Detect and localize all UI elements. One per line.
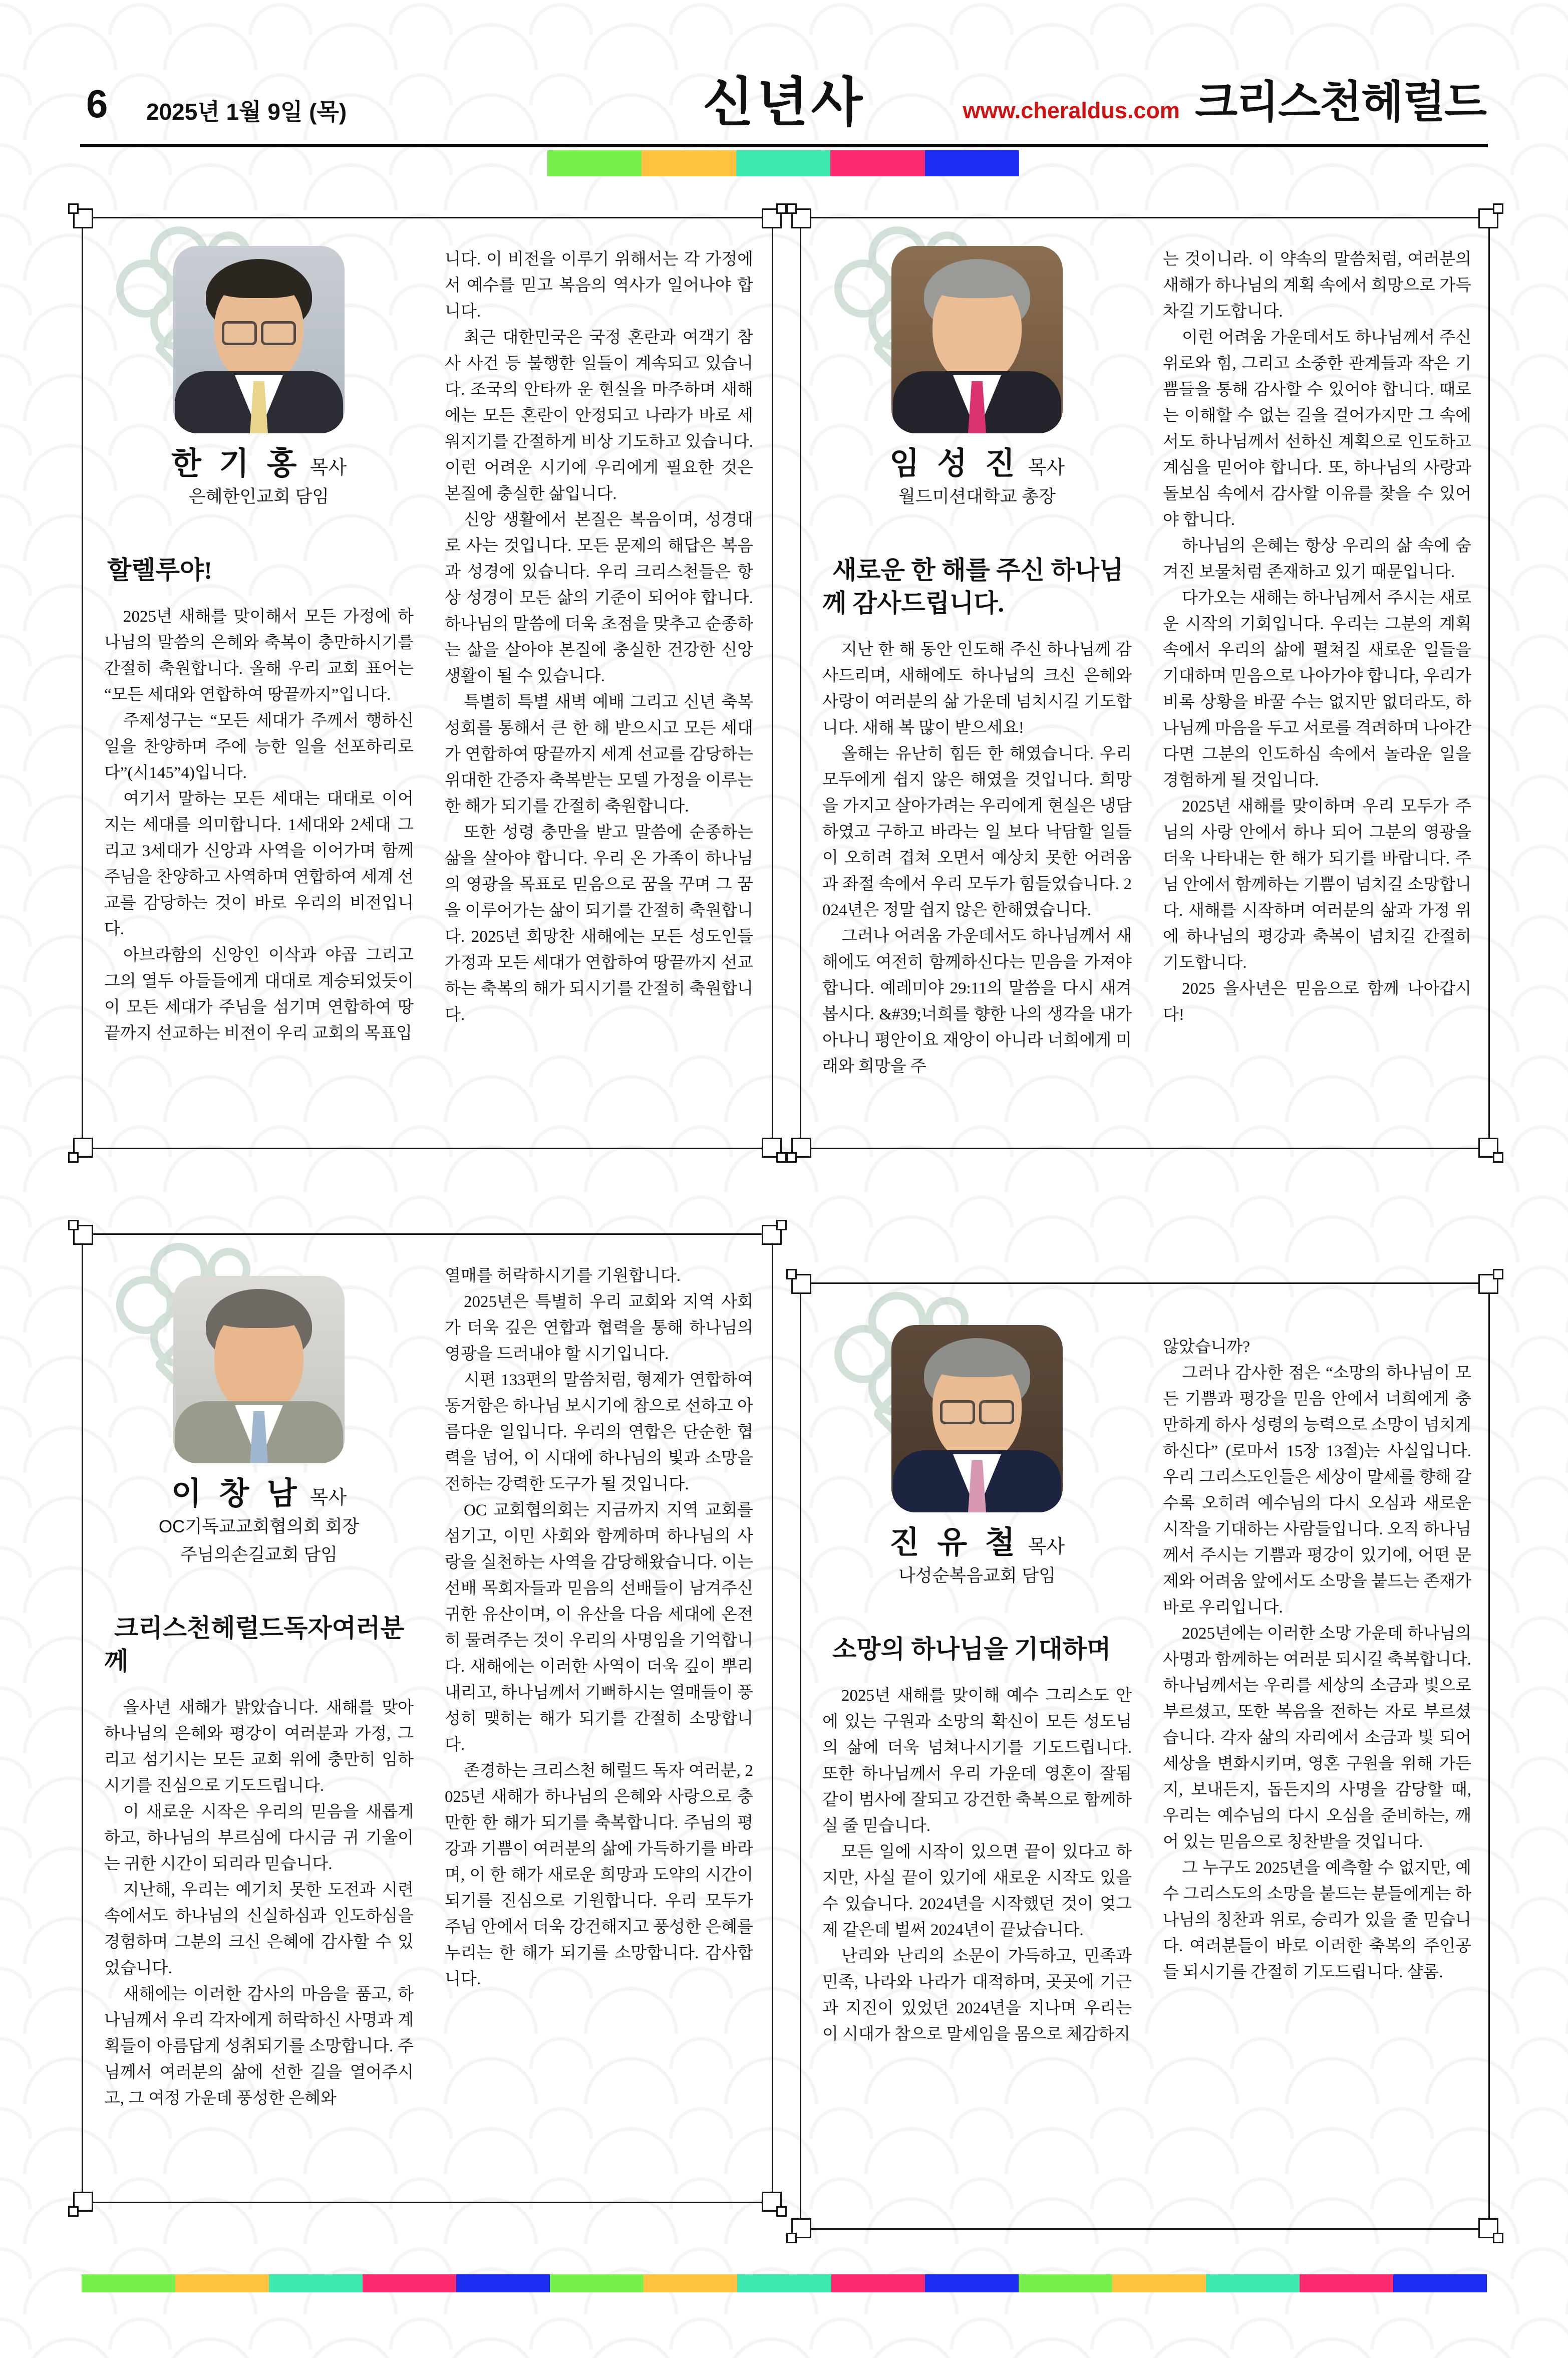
article-4 [800,1282,1490,2230]
color-block [1206,2274,1300,2292]
color-block [831,2274,925,2292]
color-block [456,2274,550,2292]
article-headline: 새로운 한 해를 주신 하나님께 감사드립니다. [822,556,1124,617]
paragraph: 여기서 말하는 모든 세대는 대대로 이어지는 세대를 의미합니다. 1세대와 2세대 그리고 3세대가 신앙과 사역을 이어가며 함께 주님을 찬양하고 사역하며 연합하여 세계 선교를 감당하는 것이 바로 우리의 비전입니다. [104,790,414,938]
photo-hair-fringe [212,1302,305,1328]
paragraph: 2025 을사년은 믿음으로 함께 나아갑시다! [1163,980,1471,1024]
paragraph: 시편 133편의 말씀처럼, 형제가 연합하여 동거함은 하나님 보시기에 참으로 선하고 아름다운 일입니다. 우리의 연합은 단순한 협력을 넘어, 이 시대에 하나님의 빛과 소망을 전하는 강력한 도구가 될 것입니다. [445,1371,753,1493]
article-column-1 [104,1695,414,2112]
paragraph: 그러나 감사한 점은 “소망의 하나님이 모든 기쁨과 평강을 믿음 안에서 너희에게 충만하게 하사 성령의 능력으로 소망이 넘치게 하신다” (로마서 15장 13절)는 사실입니다. 우리 그리스도인들은 세상이 말세를 향해 갈수록 오히려 예수님의 다시 오심과 새로운 시작을 기대하는 사람들입니다. 오직 하나님께서 주시는 기쁨과 평강이 있기에, 어떤 문제와 어려움 앞에서도 소망을 붙드는 존재가 바로 우리입니다. [1163,1364,1471,1617]
article-column-2 [1163,218,1471,1028]
article-column-2 [445,1235,753,1992]
paragraph: 그러나 어려움 가운데서도 하나님께서 새해에도 여전히 함께하신다는 믿음을 가져야 합니다. 예레미야 29:11의 말씀을 다시 새겨 봅시다. &#39;너희를 향한 나의 생각을 내가 아나니 평안이요 재앙이 아니라 너희에게 미래와 희망을 주 [822,927,1132,1076]
author-name-line [822,448,1132,479]
color-block [1112,2274,1206,2292]
frame-corner-ornament [762,2192,782,2212]
color-block [1393,2274,1487,2292]
author-name: 이 창 남 [171,1477,302,1511]
frame-corner-ornament [73,2192,93,2212]
author-name-line [104,448,414,479]
color-block [363,2274,456,2292]
color-block [82,2274,175,2292]
frame-corner-ornament [762,1138,782,1158]
paragraph: 지난해, 우리는 예기치 못한 도전과 시련 속에서도 하나님의 신실하심과 인도하심을 경험하며 그분의 크신 은혜에 감사할 수 있었습니다. [104,1881,414,1977]
author-affiliation: 은혜한인교회 담임 [188,487,330,506]
paragraph: 2025년은 특별히 우리 교회와 지역 사회가 더욱 깊은 연합과 협력을 통해 하나님의 영광을 드러내야 할 시기입니다. [445,1293,753,1363]
author-title: 목사 [1028,1536,1065,1557]
author-profile [104,1235,414,1565]
section-title: 신년사 [702,73,866,132]
paragraph: 2025년 새해를 맞이해 예수 그리스도 안에 있는 구원과 소망의 확신이 모든 성도님의 삶에 더욱 넘쳐나시기를 기도드립니다. 또한 하나님께서 우리 가운데 영혼이 잘됨 같이 범사에 잘되고 강건한 축복으로 함께하실 줄 믿습니다. [822,1687,1132,1835]
paragraph: 이 새로운 시작은 우리의 믿음을 새롭게 하고, 하나님의 부르심에 다시금 귀 기울이는 귀한 시간이 되리라 믿습니다. [104,1803,414,1873]
glasses-icon [937,1400,1017,1422]
pastor-photo [891,1325,1063,1512]
article-column-2 [1163,1284,1471,1985]
paragraph: 그 누구도 2025년을 예측할 수 없지만, 예수 그리스도의 소망을 붙드는 분들에게는 하나님의 칭찬과 위로, 승리가 있을 줄 믿습니다. 여러분들이 바로 이러한 축복의 주인공들 되시기를 간절히 기도드립니다. 샬롬. [1163,1859,1471,1981]
author-profile [104,218,414,507]
paragraph: 는 것이니라. 이 약속의 말씀처럼, 여러분의 새해가 하나님의 계획 속에서 희망으로 가득 차길 기도합니다. [1163,250,1471,321]
paragraph: 아브라함의 신앙인 이삭과 야곱 그리고 그의 열두 아들들에게 대대로 계승되었듯이 이 모든 세대가 주님을 섬기며 연합하여 땅끝까지 선교하는 비전이 우리 교회의 목표입 [104,946,414,1042]
paragraph: 2025년에는 이러한 소망 가운데 하나님의 사명과 함께하는 여러분 되시길 축복합니다. 하나님께서는 우리를 세상의 소금과 빛으로 부르셨고, 또한 복음을 전하는 자로 부르셨습니다. 각자 삶의 자리에서 소금과 빛 되어 세상을 변화시키며, 영혼 구원을 위해 가든지, 보내든지, 돕든지의 사명을 감당할 때, 우리는 예수님의 다시 오심을 준비하는, 깨어 있는 믿음으로 칭찬받을 것입니다. [1163,1625,1471,1851]
author-title: 목사 [309,457,347,478]
frame-corner-ornament [73,1138,93,1158]
frame-corner-ornament [762,208,782,228]
paragraph: 신앙 생활에서 본질은 복음이며, 성경대로 사는 것입니다. 모든 문제의 해답은 복음과 성경에 있습니다. 우리 크리스천들은 항상 성경이 모든 삶의 기준이 되어야 합니다. 하나님의 말씀에 더욱 초점을 맞추고 순종하는 삶을 살아야 본질에 충실한 건강한 신앙 생활이 될 수 있습니다. [445,511,753,685]
color-block [269,2274,363,2292]
paragraph: 2025년 새해를 맞이해서 모든 가정에 하나님의 말씀의 은혜와 축복이 충만하시기를 간절히 축원합니다. 올해 우리 교회 표어는 “모든 세대와 연합하여 땅끝까지”입니다. [104,608,414,704]
paragraph: 않았습니까? [1163,1338,1250,1356]
paragraph: 지난 한 해 동안 인도해 주신 하나님께 감사드리며, 새해에도 하나님의 크신 은혜와 사랑이 여러분의 삶 가운데 넘치시길 기도합니다. 새해 복 많이 받으세요! [822,641,1132,737]
author-title: 목사 [309,1487,347,1508]
article-column-1 [822,637,1132,1080]
frame-corner-ornament [73,208,93,228]
author-name: 한 기 홍 [171,447,302,481]
paragraph: 특별히 특별 새벽 예배 그리고 신년 축복성회를 통해서 큰 한 해 받으시고 모든 세대가 연합하여 땅끝까지 세계 선교를 감당하는 위대한 간증자 축복받는 모델 가정을 이루는 한 해가 되기를 간절히 축원합니다. [445,693,753,816]
color-block [1300,2274,1393,2292]
article-1 [82,217,773,1149]
color-block [547,150,642,176]
color-block [644,2274,737,2292]
color-block [737,2274,831,2292]
author-affiliation: OC기독교교회협의회 회장 [158,1517,360,1536]
pastor-photo [173,246,345,433]
frame-corner-ornament [762,1225,782,1245]
color-block [925,2274,1019,2292]
color-block [925,150,1019,176]
header-color-strip [547,150,1019,176]
author-name-line [822,1527,1132,1558]
color-block [1019,2274,1112,2292]
paragraph: 모든 일에 시작이 있으면 끝이 있다고 하지만, 사실 끝이 있기에 새로운 시작도 있을 수 있습니다. 2024년을 시작했던 것이 엊그제 같은데 벌써 2024년이 끝났습니다. [822,1843,1132,1939]
color-block [736,150,830,176]
color-block [175,2274,269,2292]
paragraph: 또한 성령 충만을 받고 말씀에 순종하는 삶을 살아야 합니다. 우리 온 가족이 하나님의 영광을 목표로 믿음으로 꿈을 꾸며 그 꿈을 이루어가는 삶이 되기를 간절히 축원합니다. 2025년 희망찬 새해에는 모든 성도인들 가정과 모든 세대가 연합하여 땅끝까지 선교하는 축복의 해가 되시기를 간절히 축원합니다. [445,824,753,1024]
website-link[interactable]: www.cheraldus.com [963,98,1180,124]
frame-corner-ornament [791,1274,811,1294]
paragraph: 다가오는 새해는 하나님께서 주시는 새로운 시작의 기회입니다. 우리는 그분의 계획 속에서 우리의 삶에 펼쳐질 새로운 일들을 기대하며 믿음으로 나아가야 합니다, 우리가 비록 상황을 바꿀 수는 없지만 없더라도, 하나님께 마음을 두고 서로를 격려하며 나아간다면 그분의 인도하심 속에서 놀라운 일을 경험하게 될 것입니다. [1163,589,1471,790]
frame-corner-ornament [1478,1138,1498,1158]
color-block [642,150,736,176]
article-column-2 [445,218,753,1028]
pastor-photo [173,1276,345,1463]
paragraph: 2025년 새해를 맞이하며 우리 모두가 주님의 사랑 안에서 하나 되어 그분의 영광을 더욱 나타내는 한 해가 되기를 바랍니다. 주님 안에서 함께하는 기쁨이 넘치길 소망합니다. 새해를 시작하며 여러분의 삶과 가정 위에 하나님의 평강과 축복이 넘치길 간절히 기도합니다. [1163,798,1471,972]
header-rule [80,144,1488,147]
glasses-icon [219,321,299,343]
frame-corner-ornament [791,1138,811,1158]
frame-corner-ornament [1478,208,1498,228]
article-headline: 크리스천헤럴드독자여러분께 [104,1614,405,1675]
paragraph: 존경하는 크리스천 헤럴드 독자 여러분, 2025년 새해가 하나님의 은혜와 사랑으로 충만한 한 해가 되기를 축복합니다. 주님의 평강과 기쁨이 여러분의 삶에 가득하기를 바라며, 이 한 해가 새로운 희망과 도약의 시간이 되기를 진심으로 기원합니다. 우리 모두가 주님 안에서 더욱 강건해지고 풍성한 은혜를 누리는 한 해가 되기를 소망합니다. 감사합니다. [445,1762,753,1988]
author-affiliation: 주님의손길교회 담임 [180,1545,338,1564]
frame-corner-ornament [791,208,811,228]
author-name: 진 유 철 [889,1526,1020,1560]
issue-date: 2025년 1월 9일 (목) [146,99,347,125]
color-block [550,2274,644,2292]
paragraph: 올해는 유난히 힘든 한 해였습니다. 우리 모두에게 쉽지 않은 해였을 것입니다. 희망을 가지고 살아가려는 우리에게 현실은 냉담하였고 구하고 바라는 일 보다 낙담할 일들이 오히려 겹쳐 오면서 예상치 못한 어려움과 좌절 속에서 우리 모두가 힘들었습니다. 2024년은 정말 쉽지 않은 한해였습니다. [822,745,1132,919]
pastor-photo [891,246,1063,433]
paragraph: 을사년 새해가 밝았습니다. 새해를 맞아 하나님의 은혜와 평강이 여러분과 가정, 그리고 섬기시는 모든 교회 위에 충만히 임하시기를 진심으로 기도드립니다. [104,1699,414,1795]
article-column-1 [822,1683,1132,2047]
masthead-logo: 크리스천헤럴드 [1194,77,1486,127]
frame-corner-ornament [791,2218,811,2238]
photo-hair-fringe [930,272,1024,298]
article-column-1 [104,604,414,1046]
paragraph: 열매를 허락하시기를 기원합니다. [445,1267,681,1285]
author-title: 목사 [1028,457,1065,478]
frame-corner-ornament [73,1225,93,1245]
article-2 [800,217,1490,1149]
photo-hair-fringe [212,272,305,298]
author-affiliation: 월드미션대학교 총장 [898,487,1056,506]
paragraph: 하나님의 은혜는 항상 우리의 삶 속에 숨겨진 보물처럼 존재하고 있기 때문입니다. [1163,537,1471,581]
author-profile [822,1284,1132,1587]
article-3 [82,1233,773,2203]
author-name-line [104,1478,414,1509]
paragraph: 주제성구는 “모든 세대가 주께서 행하신 일을 찬양하며 주에 능한 일을 선포하리로다”(시145”4)입니다. [104,712,414,782]
footer-color-strip [82,2274,1487,2292]
author-affiliation: 나성순복음교회 담임 [898,1566,1056,1586]
masthead-group [963,77,1486,127]
author-profile [822,218,1132,507]
photo-hair-fringe [930,1351,1024,1377]
page-number: 6 [86,82,108,126]
paragraph: 니다. 이 비전을 이루기 위해서는 각 가정에서 예수를 믿고 복음의 역사가 일어나야 합니다. [445,250,753,321]
article-headline: 할렐루야! [107,556,212,584]
paragraph: OC 교회협의회는 지금까지 지역 교회를 섬기고, 이민 사회와 함께하며 하나님의 사랑을 실천하는 사역을 감당해왔습니다. 이는 선배 목회자들과 믿음의 선배들이 남겨주신 귀한 유산이며, 이 유산을 다음 세대에 온전히 물려주는 것이 우리의 사명임을 기억합니다. 새해에는 이러한 사역이 더욱 깊이 뿌리내리고, 하나님께서 기뻐하시는 열매들이 풍성히 맺히는 해가 되기를 간절히 소망합니다. [445,1501,753,1754]
author-name: 임 성 진 [889,447,1020,481]
paragraph: 이런 어려움 가운데서도 하나님께서 주신 위로와 힘, 그리고 소중한 관계들과 작은 기쁨들을 통해 감사할 수 있어야 합니다. 때로는 이해할 수 없는 길을 걸어가지만 그 속에서도 하나님께서 선하신 계획으로 인도하고 계심을 믿어야 합니다. 또, 하나님의 사랑과 돌보심 속에서 감사할 이유를 찾을 수 있어야 합니다. [1163,329,1471,529]
paragraph: 난리와 난리의 소문이 가득하고, 민족과 민족, 나라와 나라가 대적하며, 곳곳에 기근과 지진이 있었던 2024년을 지나며 우리는 이 시대가 참으로 말세임을 몸으로 체감하지 [822,1947,1132,2043]
frame-corner-ornament [1478,2218,1498,2238]
paragraph: 새해에는 이러한 감사의 마음을 품고, 하나님께서 우리 각자에게 허락하신 사명과 계획들이 아름답게 성취되기를 소망합니다. 주님께서 여러분의 삶에 선한 길을 열어주시고, 그 여정 가운데 풍성한 은혜와 [104,1985,414,2108]
frame-corner-ornament [1478,1274,1498,1294]
color-block [830,150,924,176]
article-headline: 소망의 하나님을 기대하며 [832,1635,1111,1663]
paragraph: 최근 대한민국은 국정 혼란과 여객기 참사 사건 등 불행한 일들이 계속되고 있습니다. 조국의 안타까 운 현실을 마주하며 새해에는 모든 혼란이 안정되고 나라가 바로 세워지기를 간절하게 비상 기도하고 있습니다. 이런 어려운 시기에 우리에게 필요한 것은 본질에 충실한 삶입니다. [445,329,753,503]
